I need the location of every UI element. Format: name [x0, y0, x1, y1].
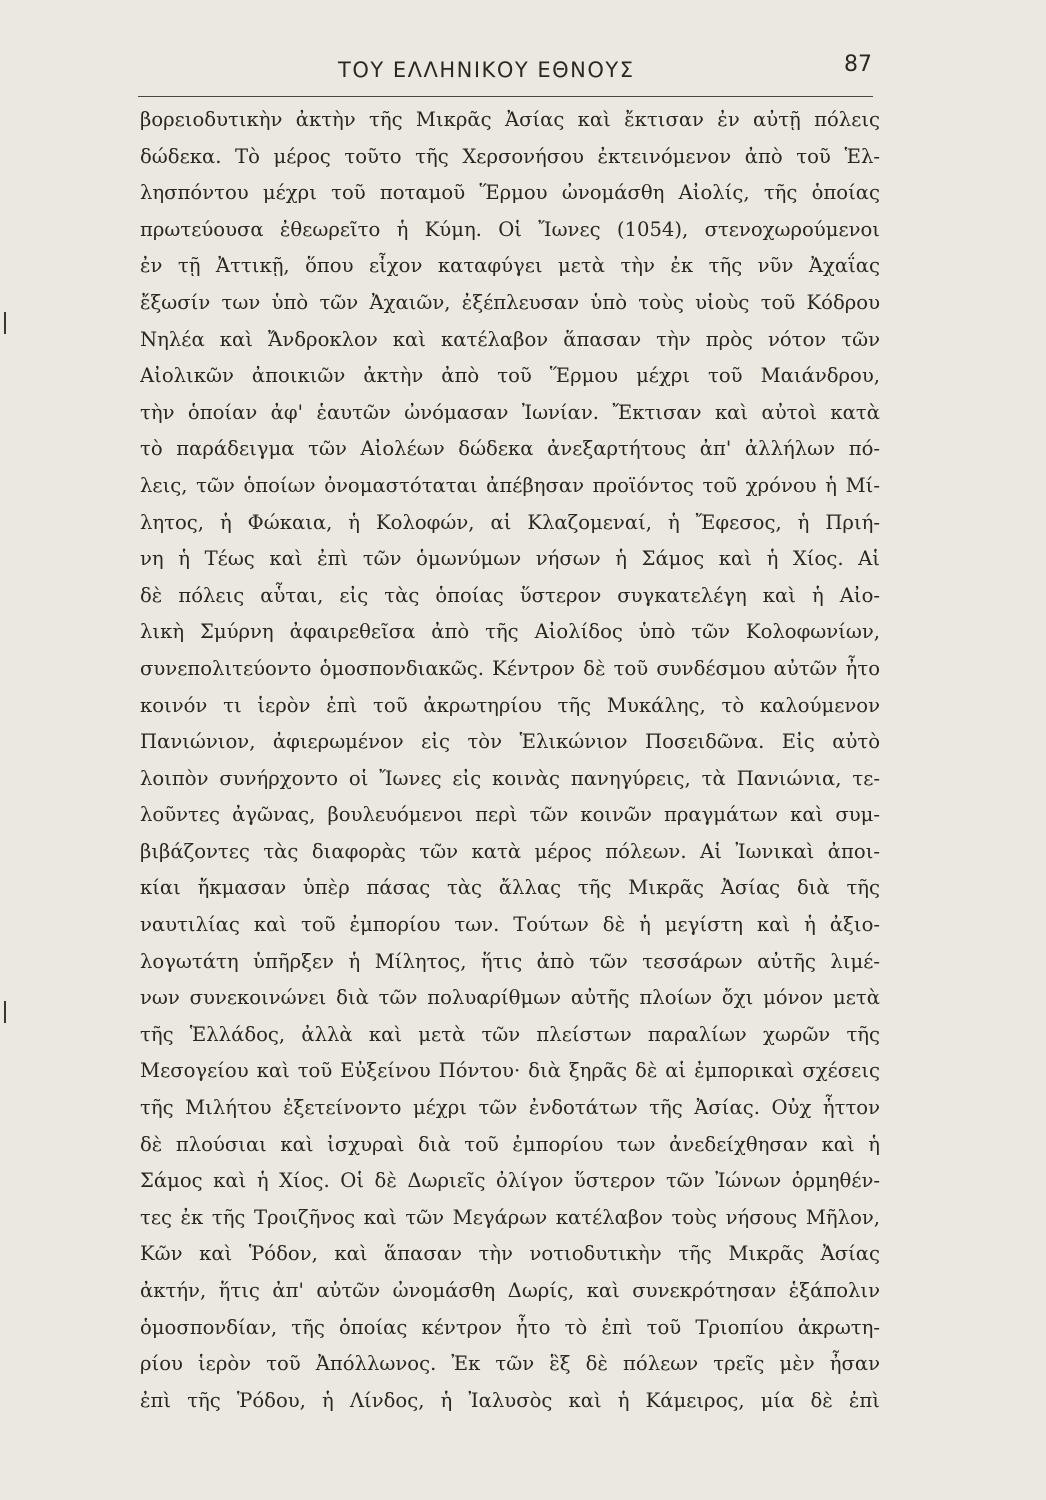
text-line: λικὴ Σμύρνη ἀφαιρεθεῖσα ἀπὸ τῆς Αἰολίδος ὑπὸ τῶν Κολοφωνίων, — [140, 620, 880, 644]
text-line: ἀκτήν, ἥτις ἀπ' αὐτῶν ὠνομάσθη Δωρίς, καὶ συνεκρότησαν ἑξάπολιν — [140, 1279, 880, 1302]
text-line: λοῦντες ἀγῶνας, βουλευόμενοι περὶ τῶν κοινῶν πραγμάτων καὶ συμ- — [140, 803, 880, 827]
text-line: κίαι ἤκμασαν ὑπὲρ πάσας τὰς ἄλλας τῆς Μικρᾶς Ἀσίας διὰ τῆς — [140, 876, 880, 900]
page-number: 87 — [844, 52, 872, 77]
text-line: ναυτιλίας καὶ τοῦ ἐμπορίου των. Τούτων δὲ ἡ μεγίστη καὶ ἡ ἀξιο- — [140, 913, 880, 937]
text-line: Κῶν καὶ Ῥόδον, καὶ ἅπασαν τὴν νοτιοδυτικὴν τῆς Μικρᾶς Ἀσίας — [140, 1242, 880, 1266]
text-line: τὴν ὁποίαν ἀφ' ἑαυτῶν ὠνόμασαν Ἰωνίαν. Ἔκτισαν καὶ αὐτοὶ κατὰ — [140, 400, 880, 424]
text-line: νων συνεκοινώνει διὰ τῶν πολυαρίθμων αὐτῆς πλοίων ὄχι μόνον μετὰ — [140, 986, 880, 1010]
text-line: Πανιώνιον, ἀφιερωμένον εἰς τὸν Ἑλικώνιον Ποσειδῶνα. Εἰς αὐτὸ — [140, 730, 880, 754]
text-line: τες ἐκ τῆς Τροιζῆνος καὶ τῶν Μεγάρων κατέλαβον τοὺς νήσους Μῆλον, — [140, 1205, 880, 1229]
text-line: λεις, τῶν ὁποίων ὀνομαστόταται ἀπέβησαν προϊόντος τοῦ χρόνου ἡ Μί- — [140, 473, 880, 497]
text-line: βιβάζοντες τὰς διαφορὰς τῶν κατὰ μέρος πόλεων. Αἱ Ἰωνικαὶ ἀποι- — [140, 839, 880, 863]
margin-mark — [4, 312, 6, 334]
text-line: ἐπὶ τῆς Ῥόδου, ἡ Λίνδος, ἡ Ἰαλυσὸς καὶ ἡ Κάμειρος, μία δὲ ἐπὶ — [140, 1388, 880, 1412]
text-line: τὸ παράδειγμα τῶν Αἰολέων δώδεκα ἀνεξαρτήτους ἀπ' ἀλλήλων πό- — [140, 437, 880, 461]
text-line: νη ἡ Τέως καὶ ἐπὶ τῶν ὁμωνύμων νήσων ἡ Σάμος καὶ ἡ Χίος. Αἱ — [140, 547, 880, 571]
text-line: τῆς Μιλήτου ἐξετείνοντο μέχρι τῶν ἐνδοτάτων τῆς Ἀσίας. Οὐχ ἧττον — [140, 1096, 880, 1120]
text-line: Σάμος καὶ ἡ Χίος. Οἱ δὲ Δωριεῖς ὀλίγον ὕστερον τῶν Ἰώνων ὁρμηθέν- — [140, 1169, 880, 1193]
body-text — [140, 102, 880, 1419]
text-line: δώδεκα. Τὸ μέρος τοῦτο τῆς Χερσονήσου ἐκτεινόμενον ἀπὸ τοῦ Ἑλ- — [140, 144, 880, 168]
text-line: δὲ πλούσιαι καὶ ἰσχυραὶ διὰ τοῦ ἐμπορίου των ἀνεδείχθησαν καὶ ἡ — [140, 1132, 880, 1156]
text-line: Νηλέα καὶ Ἄνδροκλον καὶ κατέλαβον ἅπασαν τὴν πρὸς νότον τῶν — [140, 327, 880, 351]
text-line: τῆς Ἑλλάδος, ἀλλὰ καὶ μετὰ τῶν πλείστων παραλίων χωρῶν τῆς — [140, 1022, 880, 1046]
text-line: λησπόντου μέχρι τοῦ ποταμοῦ Ἕρμου ὠνομάσθη Αἰολίς, τῆς ὁποίας — [140, 181, 880, 205]
text-line: κοινόν τι ἱερὸν ἐπὶ τοῦ ἀκρωτηρίου τῆς Μυκάλης, τὸ καλούμενον — [140, 693, 880, 717]
text-line: Μεσογείου καὶ τοῦ Εὐξείνου Πόντου· διὰ ξηρᾶς δὲ αἱ ἐμπορικαὶ σχέσεις — [140, 1059, 880, 1083]
text-line: λητος, ἡ Φώκαια, ἡ Κολοφών, αἱ Κλαζομεναί, ἡ Ἔφεσος, ἡ Πριή- — [140, 510, 880, 534]
text-line: λοιπὸν συνήρχοντο οἱ Ἴωνες εἰς κοινὰς πανηγύρεις, τὰ Πανιώνια, τε- — [140, 766, 880, 790]
text-line: ἐν τῇ Ἀττικῇ, ὅπου εἶχον καταφύγει μετὰ τὴν ἐκ τῆς νῦν Ἀχαΐας — [140, 254, 880, 278]
text-line: ἔξωσίν των ὑπὸ τῶν Ἀχαιῶν, ἐξέπλευσαν ὑπὸ τοὺς υἱοὺς τοῦ Κόδρου — [140, 290, 880, 314]
text-line: ρίου ἱερὸν τοῦ Ἀπόλλωνος. Ἐκ τῶν ἓξ δὲ πόλεων τρεῖς μὲν ἦσαν — [140, 1352, 880, 1376]
text-line: Αἰολικῶν ἀποικιῶν ἀκτὴν ἀπὸ τοῦ Ἕρμου μέχρι τοῦ Μαιάνδρου, — [140, 364, 880, 388]
header-rule — [138, 96, 873, 97]
text-line: πρωτεύουσα ἐθεωρεῖτο ἡ Κύμη. Οἱ Ἴωνες (1054), στενοχωρούμενοι — [140, 217, 880, 241]
text-line: συνεπολιτεύοντο ὁμοσπονδιακῶς. Κέντρον δὲ τοῦ συνδέσμου αὐτῶν ἦτο — [140, 656, 880, 680]
text-line: ὁμοσπονδίαν, τῆς ὁποίας κέντρον ἦτο τὸ ἐπὶ τοῦ Τριοπίου ἀκρωτη- — [140, 1315, 880, 1339]
text-line: βορειοδυτικὴν ἀκτὴν τῆς Μικρᾶς Ἀσίας καὶ ἔκτισαν ἐν αὐτῇ πόλεις — [140, 108, 880, 131]
text-line: λογωτάτη ὑπῆρξεν ἡ Μίλητος, ἥτις ἀπὸ τῶν τεσσάρων αὐτῆς λιμέ- — [140, 949, 880, 973]
running-title: ΤΟΥ ΕΛΛΗΝΙΚΟΥ ΕΘΝΟΥΣ — [338, 58, 635, 82]
page-header — [138, 52, 878, 100]
margin-mark — [4, 1001, 6, 1023]
text-line: δὲ πόλεις αὗται, εἰς τὰς ὁποίας ὕστερον συγκατελέγη καὶ ἡ Αἰο- — [140, 583, 880, 607]
